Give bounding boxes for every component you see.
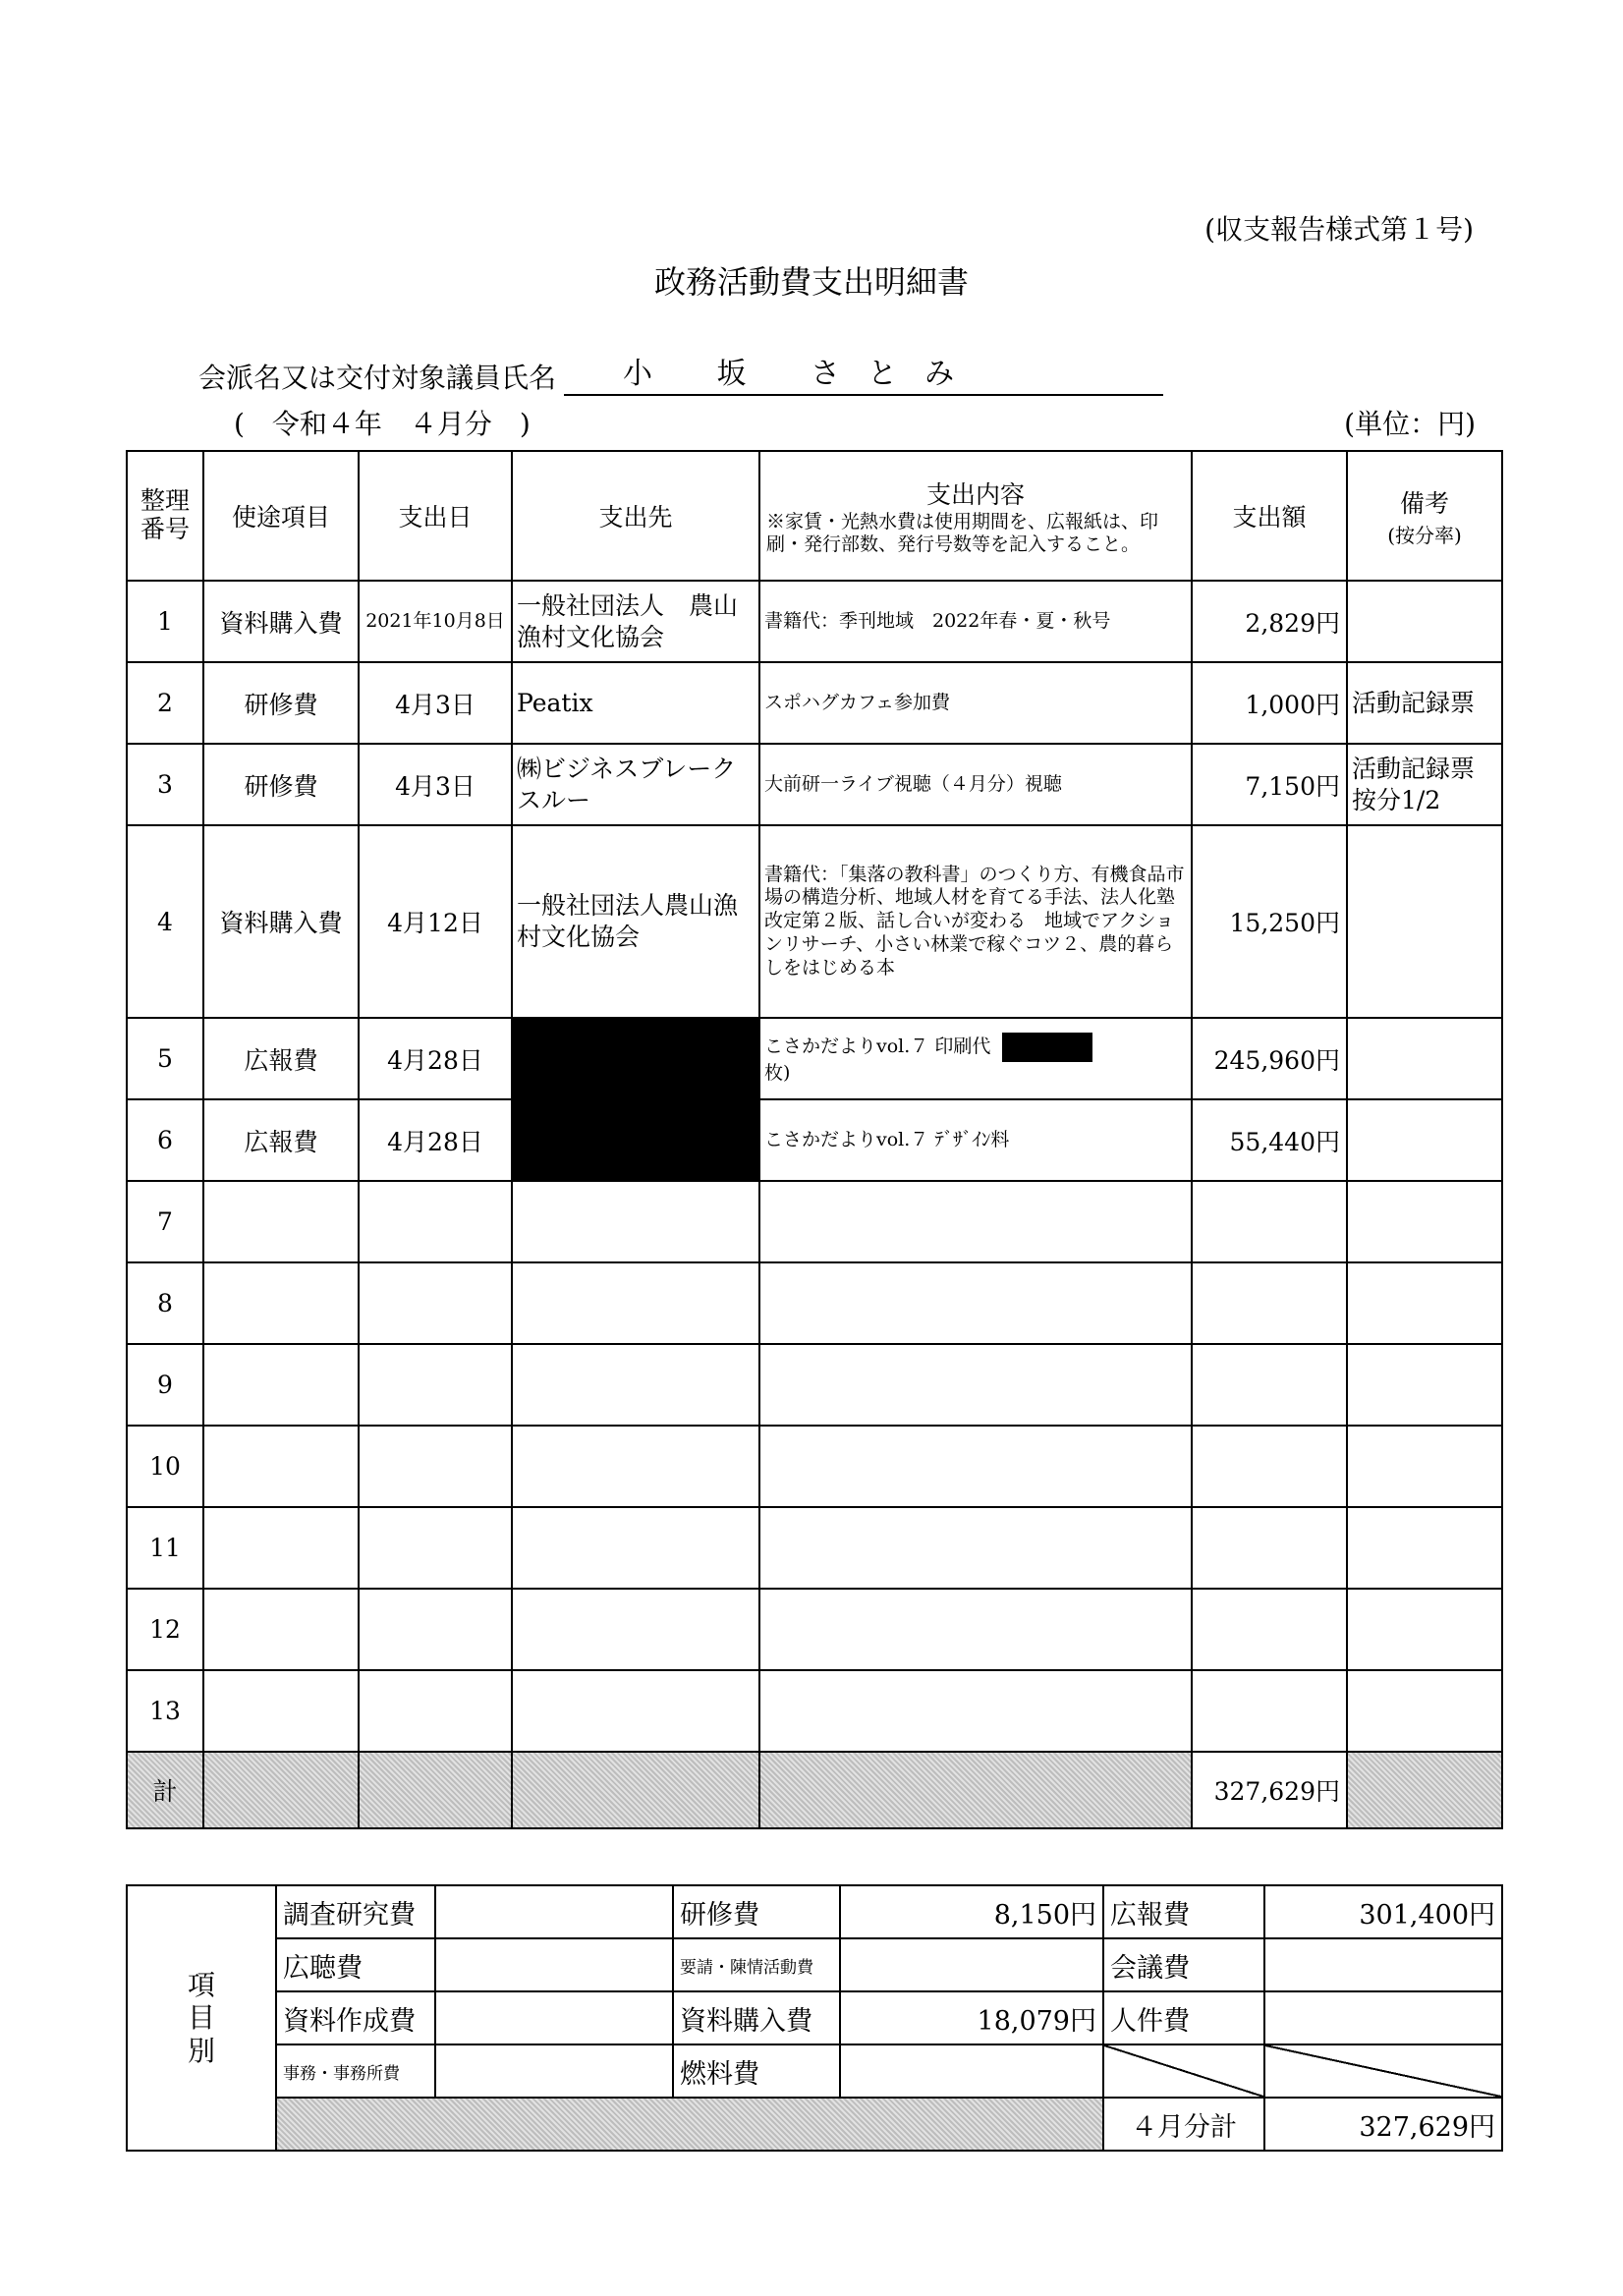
row-date: 4月28日 <box>359 1018 512 1099</box>
col-amount: 支出額 <box>1192 451 1347 581</box>
row-amount: 1,000円 <box>1192 662 1347 744</box>
row-content-text: こさかだよりvol.７ 印刷代 <box>764 1035 991 1057</box>
row-no: 6 <box>127 1099 203 1181</box>
table-row <box>127 825 1502 1018</box>
table-row <box>127 1262 1502 1344</box>
summary-personnel-label: 人件費 <box>1103 1991 1264 2044</box>
summary-petition-label: 要請・陳情活動費 <box>673 1938 840 1991</box>
summary-side-label: 項目別 <box>127 1885 276 2151</box>
summary-office-label: 事務・事務所費 <box>276 2044 435 2098</box>
expenditure-table <box>126 450 1503 1829</box>
row-payee: 一般社団法人農山漁村文化協会 <box>512 825 759 1018</box>
row-remarks <box>1347 1099 1502 1181</box>
row-content: 書籍代：「集落の教科書」のつくり方、有機食品市場の構造分析、地域人材を育てる手法、法人化塾 改定第２版、話し合いが変わる 地域でアクションリサーチ、小さい林業で稼ぐコツ２、農的暮らしをはじめる本 <box>759 825 1192 1018</box>
row-remarks <box>1347 581 1502 662</box>
row-no: 11 <box>127 1507 203 1589</box>
col-date: 支出日 <box>359 451 512 581</box>
summary-hearing-value <box>435 1938 673 1991</box>
summary-meeting-label: 会議費 <box>1103 1938 1264 1991</box>
diagonal-cell <box>1103 2044 1264 2098</box>
col-content <box>759 451 1192 581</box>
summary-row <box>127 1885 1502 1938</box>
row-no: 4 <box>127 825 203 1018</box>
row-no: 8 <box>127 1262 203 1344</box>
row-no: 7 <box>127 1181 203 1262</box>
period: ( 令和４年 ４月分 ) <box>234 408 531 440</box>
month-total-label: ４月分計 <box>1103 2098 1264 2151</box>
table-row <box>127 1181 1502 1262</box>
table-row <box>127 662 1502 744</box>
row-content-tail: 枚) <box>764 1061 791 1084</box>
row-no: 2 <box>127 662 203 744</box>
summary-row <box>127 1938 1502 1991</box>
row-date: 2021年10月8日 <box>359 581 512 662</box>
table-row <box>127 1099 1502 1181</box>
summary-research-value <box>435 1885 673 1938</box>
summary-total-row <box>127 2098 1502 2151</box>
name-row <box>198 349 1163 396</box>
row-content: こさかだよりvol.７ ﾃﾞｻﾞｲﾝ料 <box>759 1099 1192 1181</box>
col-content-title: 支出内容 <box>925 480 1025 510</box>
summary-fuel-label: 燃料費 <box>673 2044 840 2098</box>
document-title: 政務活動費支出明細書 <box>653 263 969 301</box>
total-label: 計 <box>127 1752 203 1828</box>
row-no: 5 <box>127 1018 203 1099</box>
row-no: 13 <box>127 1670 203 1752</box>
col-no: 整理番号 <box>127 451 203 581</box>
summary-pr-value: 301,400円 <box>1264 1885 1502 1938</box>
summary-hearing-label: 広聴費 <box>276 1938 435 1991</box>
redacted-payee <box>512 1018 759 1181</box>
unit-label: (単位：円) <box>1344 408 1476 440</box>
row-date: 4月3日 <box>359 662 512 744</box>
row-category: 資料購入費 <box>203 581 359 662</box>
col-remarks <box>1347 451 1502 581</box>
col-category: 使途項目 <box>203 451 359 581</box>
summary-fuel-value <box>840 2044 1103 2098</box>
name-value: 小 坂 さとみ <box>564 349 1163 396</box>
row-payee: Peatix <box>512 662 759 744</box>
name-label: 会派名又は交付対象議員氏名 <box>198 362 557 394</box>
summary-table <box>126 1884 1503 2152</box>
summary-material-purchase-value: 18,079円 <box>840 1991 1103 2044</box>
summary-petition-value <box>840 1938 1103 1991</box>
row-content: スポハグカフェ参加費 <box>759 662 1192 744</box>
form-number: (収支報告様式第１号) <box>1204 213 1474 246</box>
row-amount: 7,150円 <box>1192 744 1347 825</box>
header-row <box>127 451 1502 581</box>
row-category: 資料購入費 <box>203 825 359 1018</box>
table-row <box>127 1426 1502 1507</box>
row-category: 広報費 <box>203 1018 359 1099</box>
total-row <box>127 1752 1502 1828</box>
row-category: 広報費 <box>203 1099 359 1181</box>
summary-pr-label: 広報費 <box>1103 1885 1264 1938</box>
summary-material-purchase-label: 資料購入費 <box>673 1991 840 2044</box>
row-payee: ㈱ビジネスブレークスルー <box>512 744 759 825</box>
summary-research-label: 調査研究費 <box>276 1885 435 1938</box>
month-total-value: 327,629円 <box>1264 2098 1502 2151</box>
summary-material-creation-label: 資料作成費 <box>276 1991 435 2044</box>
row-amount: 55,440円 <box>1192 1099 1347 1181</box>
total-amount: 327,629円 <box>1192 1752 1347 1828</box>
summary-row <box>127 1991 1502 2044</box>
table-row <box>127 1018 1502 1099</box>
row-date: 4月12日 <box>359 825 512 1018</box>
row-content: 大前研一ライブ視聴（４月分）視聴 <box>759 744 1192 825</box>
table-row <box>127 581 1502 662</box>
summary-material-creation-value <box>435 1991 673 2044</box>
row-date: 4月3日 <box>359 744 512 825</box>
redaction-block <box>1002 1033 1092 1062</box>
table-row <box>127 1344 1502 1426</box>
row-no: 1 <box>127 581 203 662</box>
summary-row <box>127 2044 1502 2098</box>
col-payee: 支出先 <box>512 451 759 581</box>
row-content <box>759 1018 1192 1099</box>
table-row <box>127 1670 1502 1752</box>
row-no: 10 <box>127 1426 203 1507</box>
summary-training-label: 研修費 <box>673 1885 840 1938</box>
row-no: 3 <box>127 744 203 825</box>
row-no: 12 <box>127 1589 203 1670</box>
row-remarks: 活動記録票 <box>1347 662 1502 744</box>
summary-personnel-value <box>1264 1991 1502 2044</box>
summary-training-value: 8,150円 <box>840 1885 1103 1938</box>
row-date: 4月28日 <box>359 1099 512 1181</box>
summary-meeting-value <box>1264 1938 1502 1991</box>
row-remarks <box>1347 1018 1502 1099</box>
row-amount: 15,250円 <box>1192 825 1347 1018</box>
table-row <box>127 1589 1502 1670</box>
col-remarks-title: 備考 <box>1399 488 1449 518</box>
row-category: 研修費 <box>203 662 359 744</box>
shaded-area <box>276 2098 1103 2151</box>
row-category: 研修費 <box>203 744 359 825</box>
col-content-note: ※家賃・光熱水費は使用期間を、広報紙は、印刷・発行部数、発行号数等を記入すること。 <box>766 511 1159 555</box>
table-row <box>127 744 1502 825</box>
row-content: 書籍代：季刊地域 2022年春・夏・秋号 <box>759 581 1192 662</box>
row-amount: 245,960円 <box>1192 1018 1347 1099</box>
summary-office-value <box>435 2044 673 2098</box>
row-remarks: 活動記録票按分1/2 <box>1347 744 1502 825</box>
col-remarks-sub: (按分率) <box>1387 523 1462 547</box>
diagonal-cell <box>1264 2044 1502 2098</box>
row-remarks <box>1347 825 1502 1018</box>
row-no: 9 <box>127 1344 203 1426</box>
table-row <box>127 1507 1502 1589</box>
row-payee: 一般社団法人 農山漁村文化協会 <box>512 581 759 662</box>
row-amount: 2,829円 <box>1192 581 1347 662</box>
